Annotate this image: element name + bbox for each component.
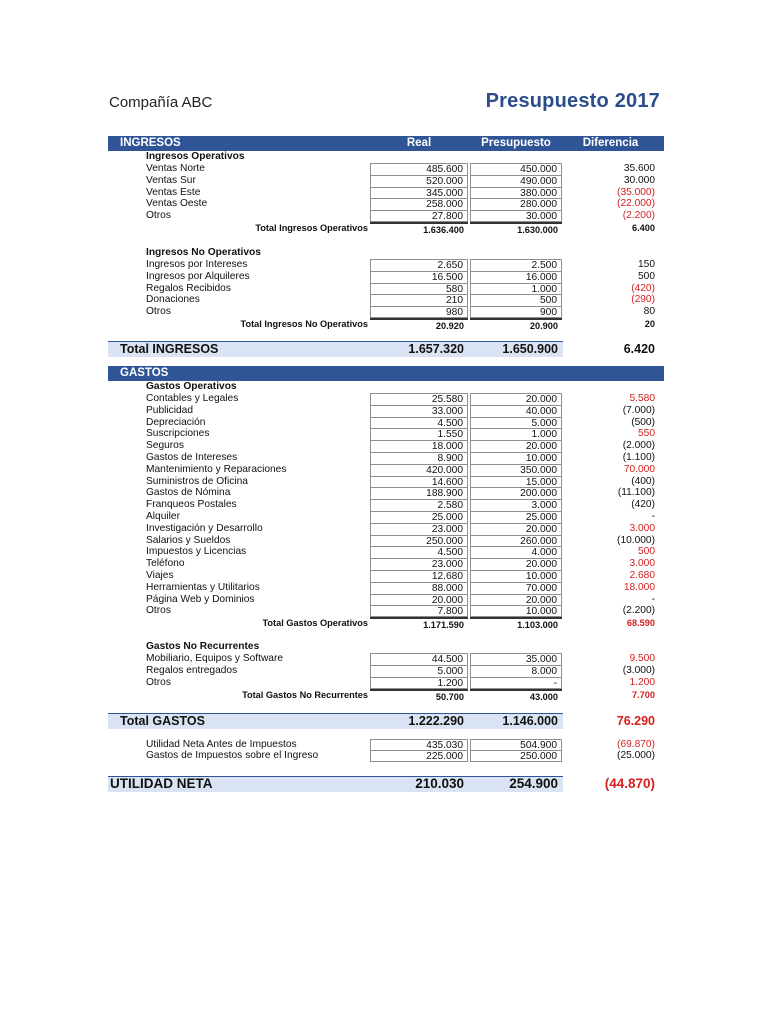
table-row bbox=[108, 294, 664, 306]
cell-diferencia: (400) bbox=[631, 475, 655, 487]
grand-total-real: 1.222.290 bbox=[408, 713, 464, 728]
grand-total-presupuesto: 254.900 bbox=[509, 776, 558, 792]
table-row bbox=[108, 417, 664, 429]
utilidad-neta-row bbox=[108, 776, 664, 792]
row-label: Viajes bbox=[146, 569, 174, 581]
column-header-diferencia: Diferencia bbox=[582, 137, 639, 149]
column-header-real: Real bbox=[406, 137, 432, 149]
section-heading-text: Ingresos No Operativos bbox=[146, 246, 261, 258]
cell-real: 4.500 bbox=[370, 546, 468, 558]
cell-real: 33.000 bbox=[370, 405, 468, 417]
cell-diferencia: (1.100) bbox=[622, 451, 655, 463]
cell-presupuesto: 40.000 bbox=[470, 405, 562, 417]
grand-total-presupuesto: 1.650.900 bbox=[502, 341, 558, 356]
cell-real: 7.800 bbox=[370, 605, 468, 617]
row-label: Regalos Recibidos bbox=[146, 282, 231, 294]
cell-diferencia: 550 bbox=[638, 428, 655, 440]
impuestos-rows bbox=[108, 739, 664, 763]
row-label: Utilidad Neta Antes de Impuestos bbox=[146, 738, 297, 750]
row-label: Gastos de Nómina bbox=[146, 487, 231, 499]
cell-diferencia: 3.000 bbox=[629, 522, 655, 534]
cell-real: 27.800 bbox=[370, 210, 468, 222]
row-label: Impuestos y Licencias bbox=[146, 546, 247, 558]
cell-presupuesto: 200.000 bbox=[470, 487, 562, 499]
row-label: Mantenimiento y Reparaciones bbox=[146, 463, 287, 475]
cell-diferencia: (290) bbox=[631, 294, 655, 306]
cell-diferencia: 5.580 bbox=[629, 392, 655, 404]
row-label: Ventas Sur bbox=[146, 174, 196, 186]
cell-presupuesto: 504.900 bbox=[470, 739, 562, 751]
table-row bbox=[108, 582, 664, 594]
cell-diferencia: (420) bbox=[631, 282, 655, 294]
table-row bbox=[108, 187, 664, 199]
row-label: Suscripciones bbox=[146, 428, 210, 440]
cell-presupuesto: 900 bbox=[470, 306, 562, 318]
cell-real: 258.000 bbox=[370, 198, 468, 210]
table-row bbox=[108, 405, 664, 417]
table-row bbox=[108, 464, 664, 476]
cell-real: 18.000 bbox=[370, 440, 468, 452]
total-diferencia: 6.400 bbox=[632, 222, 655, 233]
gastos-band bbox=[108, 366, 664, 381]
section-heading-text: Ingresos Operativos bbox=[146, 151, 245, 162]
table-row bbox=[108, 428, 664, 440]
cell-diferencia: 70.000 bbox=[623, 463, 655, 475]
cell-diferencia: (11.100) bbox=[617, 487, 655, 499]
cell-real: 2.650 bbox=[370, 259, 468, 271]
cell-presupuesto: 10.000 bbox=[470, 605, 562, 617]
row-label: Publicidad bbox=[146, 404, 194, 416]
row-label: Teléfono bbox=[146, 558, 185, 570]
row-label: Ventas Este bbox=[146, 186, 201, 198]
cell-presupuesto: 490.000 bbox=[470, 175, 562, 187]
total-diferencia: 68.590 bbox=[626, 618, 655, 629]
cell-real: 25.580 bbox=[370, 393, 468, 405]
cell-real: 44.500 bbox=[370, 653, 468, 665]
total-ingresos-no-operativos bbox=[108, 318, 664, 330]
total-label: Total Ingresos No Operativos bbox=[240, 318, 368, 329]
cell-presupuesto: 20.000 bbox=[470, 594, 562, 606]
cell-diferencia: 30.000 bbox=[623, 174, 655, 186]
row-label: Gastos de Impuestos sobre el Ingreso bbox=[146, 750, 319, 762]
cell-presupuesto: 35.000 bbox=[470, 653, 562, 665]
table-row bbox=[108, 605, 664, 617]
cell-diferencia: 80 bbox=[643, 306, 655, 318]
cell-diferencia: (69.870) bbox=[617, 738, 655, 750]
total-presupuesto: 1.103.000 bbox=[470, 617, 562, 629]
row-label: Otros bbox=[146, 210, 171, 222]
table-row bbox=[108, 440, 664, 452]
cell-presupuesto: 10.000 bbox=[470, 452, 562, 464]
table-row bbox=[108, 546, 664, 558]
grand-total-label: Total INGRESOS bbox=[120, 341, 219, 356]
cell-presupuesto: 2.500 bbox=[470, 259, 562, 271]
table-row bbox=[108, 283, 664, 295]
row-label: Regalos entregados bbox=[146, 664, 238, 676]
cell-presupuesto: - bbox=[470, 677, 562, 689]
total-gastos-operativos bbox=[108, 617, 664, 629]
cell-real: 12.680 bbox=[370, 570, 468, 582]
table-row bbox=[108, 665, 664, 677]
cell-real: 435.030 bbox=[370, 739, 468, 751]
cell-presupuesto: 20.000 bbox=[470, 558, 562, 570]
cell-diferencia: 500 bbox=[638, 546, 655, 558]
row-label: Depreciación bbox=[146, 416, 206, 428]
cell-diferencia: 18.000 bbox=[623, 581, 655, 593]
cell-presupuesto: 10.000 bbox=[470, 570, 562, 582]
table-row bbox=[108, 476, 664, 488]
cell-presupuesto: 20.000 bbox=[470, 440, 562, 452]
cell-presupuesto: 15.000 bbox=[470, 476, 562, 488]
cell-diferencia: 2.680 bbox=[629, 569, 655, 581]
row-label: Contables y Legales bbox=[146, 392, 239, 404]
cell-diferencia: - bbox=[651, 510, 655, 522]
cell-real: 16.500 bbox=[370, 271, 468, 283]
row-label: Gastos de Intereses bbox=[146, 451, 238, 463]
table-row bbox=[108, 750, 664, 762]
total-real: 50.700 bbox=[370, 689, 468, 701]
row-label: Salarios y Sueldos bbox=[146, 534, 231, 546]
grand-total-diferencia: (44.870) bbox=[604, 776, 655, 792]
cell-diferencia: - bbox=[651, 593, 655, 605]
cell-real: 23.000 bbox=[370, 523, 468, 535]
table-row bbox=[108, 306, 664, 318]
row-label: Herramientas y Utilitarios bbox=[146, 581, 260, 593]
total-gastos-row bbox=[108, 713, 664, 729]
cell-real: 14.600 bbox=[370, 476, 468, 488]
table-row bbox=[108, 499, 664, 511]
table-row bbox=[108, 175, 664, 187]
cell-presupuesto: 450.000 bbox=[470, 163, 562, 175]
cell-diferencia: (10.000) bbox=[617, 534, 655, 546]
row-label: Seguros bbox=[146, 440, 184, 452]
table-row bbox=[108, 739, 664, 751]
cell-diferencia: 150 bbox=[638, 258, 655, 270]
cell-presupuesto: 1.000 bbox=[470, 428, 562, 440]
ingresos-operativos-heading bbox=[108, 151, 664, 163]
cell-real: 225.000 bbox=[370, 750, 468, 762]
cell-real: 23.000 bbox=[370, 558, 468, 570]
cell-presupuesto: 350.000 bbox=[470, 464, 562, 476]
cell-real: 188.900 bbox=[370, 487, 468, 499]
cell-real: 20.000 bbox=[370, 594, 468, 606]
cell-real: 580 bbox=[370, 283, 468, 295]
gastos-operativos-heading bbox=[108, 381, 664, 393]
table-row bbox=[108, 511, 664, 523]
row-label: Ventas Norte bbox=[146, 163, 205, 174]
gastos-operativos-rows bbox=[108, 393, 664, 617]
cell-diferencia: (2.200) bbox=[622, 210, 655, 222]
cell-presupuesto: 280.000 bbox=[470, 198, 562, 210]
cell-diferencia: (2.000) bbox=[622, 440, 655, 452]
table-row bbox=[108, 535, 664, 547]
row-label: Otros bbox=[146, 306, 171, 318]
total-real: 20.920 bbox=[370, 318, 468, 330]
cell-presupuesto: 25.000 bbox=[470, 511, 562, 523]
section-heading-text: Gastos Operativos bbox=[146, 380, 237, 392]
total-presupuesto: 43.000 bbox=[470, 689, 562, 701]
table-row bbox=[108, 210, 664, 222]
cell-presupuesto: 250.000 bbox=[470, 750, 562, 762]
section-heading-text: Gastos No Recurrentes bbox=[146, 641, 260, 653]
budget-sheet bbox=[108, 88, 664, 792]
cell-real: 1.200 bbox=[370, 677, 468, 689]
cell-real: 210 bbox=[370, 294, 468, 306]
cell-real: 520.000 bbox=[370, 175, 468, 187]
total-ingresos-row bbox=[108, 341, 664, 357]
cell-presupuesto: 16.000 bbox=[470, 271, 562, 283]
table-row bbox=[108, 271, 664, 283]
grand-total-diferencia: 76.290 bbox=[616, 713, 655, 728]
cell-real: 345.000 bbox=[370, 187, 468, 199]
cell-diferencia: (500) bbox=[631, 416, 655, 428]
row-label: Ventas Oeste bbox=[146, 198, 208, 210]
cell-diferencia: (2.200) bbox=[622, 605, 655, 617]
cell-diferencia: (25.000) bbox=[617, 750, 655, 762]
cell-real: 420.000 bbox=[370, 464, 468, 476]
document-header bbox=[108, 88, 664, 132]
table-row bbox=[108, 163, 664, 175]
table-row bbox=[108, 198, 664, 210]
table-row bbox=[108, 523, 664, 535]
cell-diferencia: 35.600 bbox=[623, 163, 655, 174]
grand-total-real: 1.657.320 bbox=[408, 341, 464, 356]
table-row bbox=[108, 452, 664, 464]
cell-real: 1.550 bbox=[370, 428, 468, 440]
ingresos-band-label: INGRESOS bbox=[120, 137, 181, 149]
row-label: Página Web y Dominios bbox=[146, 593, 255, 605]
row-label: Donaciones bbox=[146, 294, 200, 306]
cell-presupuesto: 20.000 bbox=[470, 523, 562, 535]
cell-presupuesto: 380.000 bbox=[470, 187, 562, 199]
table-row bbox=[108, 653, 664, 665]
table-row bbox=[108, 677, 664, 689]
ingresos-no-operativos-rows bbox=[108, 259, 664, 318]
total-gastos-no-recurrentes bbox=[108, 689, 664, 701]
cell-diferencia: 3.000 bbox=[629, 558, 655, 570]
cell-presupuesto: 70.000 bbox=[470, 582, 562, 594]
row-label: Suministros de Oficina bbox=[146, 475, 248, 487]
row-label: Otros bbox=[146, 605, 171, 617]
total-label: Total Gastos Operativos bbox=[262, 618, 368, 629]
cell-presupuesto: 8.000 bbox=[470, 665, 562, 677]
table-row bbox=[108, 487, 664, 499]
table-row bbox=[108, 259, 664, 271]
total-label: Total Gastos No Recurrentes bbox=[242, 689, 368, 700]
grand-total-presupuesto: 1.146.000 bbox=[502, 713, 558, 728]
row-label: Otros bbox=[146, 676, 171, 688]
cell-presupuesto: 3.000 bbox=[470, 499, 562, 511]
table-row bbox=[108, 393, 664, 405]
grand-total-diferencia: 6.420 bbox=[623, 341, 655, 356]
total-real: 1.171.590 bbox=[370, 617, 468, 629]
gastos-band-label: GASTOS bbox=[120, 366, 169, 379]
company-name: Compañía ABC bbox=[109, 94, 213, 111]
table-row bbox=[108, 558, 664, 570]
grand-total-real: 210.030 bbox=[415, 776, 464, 792]
column-header-presupuesto: Presupuesto bbox=[481, 137, 551, 149]
table-row bbox=[108, 570, 664, 582]
cell-real: 250.000 bbox=[370, 535, 468, 547]
cell-real: 25.000 bbox=[370, 511, 468, 523]
cell-real: 88.000 bbox=[370, 582, 468, 594]
cell-real: 5.000 bbox=[370, 665, 468, 677]
row-label: Investigación y Desarrollo bbox=[146, 522, 263, 534]
table-row bbox=[108, 594, 664, 606]
gastos-no-recurrentes-heading bbox=[108, 641, 664, 653]
total-diferencia: 7.700 bbox=[632, 689, 655, 700]
total-ingresos-operativos bbox=[108, 222, 664, 234]
ingresos-band bbox=[108, 136, 664, 151]
cell-diferencia: (22.000) bbox=[617, 198, 655, 210]
cell-diferencia: (420) bbox=[631, 499, 655, 511]
cell-diferencia: (7.000) bbox=[622, 404, 655, 416]
total-diferencia: 20 bbox=[644, 318, 655, 329]
cell-real: 485.600 bbox=[370, 163, 468, 175]
cell-diferencia: (3.000) bbox=[622, 664, 655, 676]
cell-presupuesto: 4.000 bbox=[470, 546, 562, 558]
cell-presupuesto: 500 bbox=[470, 294, 562, 306]
row-label: Alquiler bbox=[146, 510, 180, 522]
grand-total-label: Total GASTOS bbox=[120, 713, 205, 728]
document-title: Presupuesto 2017 bbox=[485, 90, 660, 112]
cell-presupuesto: 30.000 bbox=[470, 210, 562, 222]
total-presupuesto: 1.630.000 bbox=[470, 222, 562, 234]
row-label: Ingresos por Intereses bbox=[146, 258, 248, 270]
cell-presupuesto: 20.000 bbox=[470, 393, 562, 405]
ingresos-no-operativos-heading bbox=[108, 247, 664, 259]
cell-diferencia: (35.000) bbox=[617, 186, 655, 198]
cell-real: 2.580 bbox=[370, 499, 468, 511]
cell-real: 8.900 bbox=[370, 452, 468, 464]
cell-diferencia: 500 bbox=[638, 270, 655, 282]
cell-real: 4.500 bbox=[370, 417, 468, 429]
cell-presupuesto: 1.000 bbox=[470, 283, 562, 295]
ingresos-operativos-rows bbox=[108, 163, 664, 222]
grand-total-label: UTILIDAD NETA bbox=[110, 776, 213, 792]
cell-real: 980 bbox=[370, 306, 468, 318]
total-label: Total Ingresos Operativos bbox=[255, 222, 368, 233]
row-label: Franqueos Postales bbox=[146, 499, 237, 511]
cell-presupuesto: 260.000 bbox=[470, 535, 562, 547]
total-presupuesto: 20.900 bbox=[470, 318, 562, 330]
row-label: Ingresos por Alquileres bbox=[146, 270, 250, 282]
cell-presupuesto: 5.000 bbox=[470, 417, 562, 429]
cell-diferencia: 1.200 bbox=[629, 676, 655, 688]
cell-diferencia: 9.500 bbox=[629, 653, 655, 665]
row-label: Mobiliario, Equipos y Software bbox=[146, 653, 284, 665]
gastos-no-recurrentes-rows bbox=[108, 653, 664, 688]
total-real: 1.636.400 bbox=[370, 222, 468, 234]
